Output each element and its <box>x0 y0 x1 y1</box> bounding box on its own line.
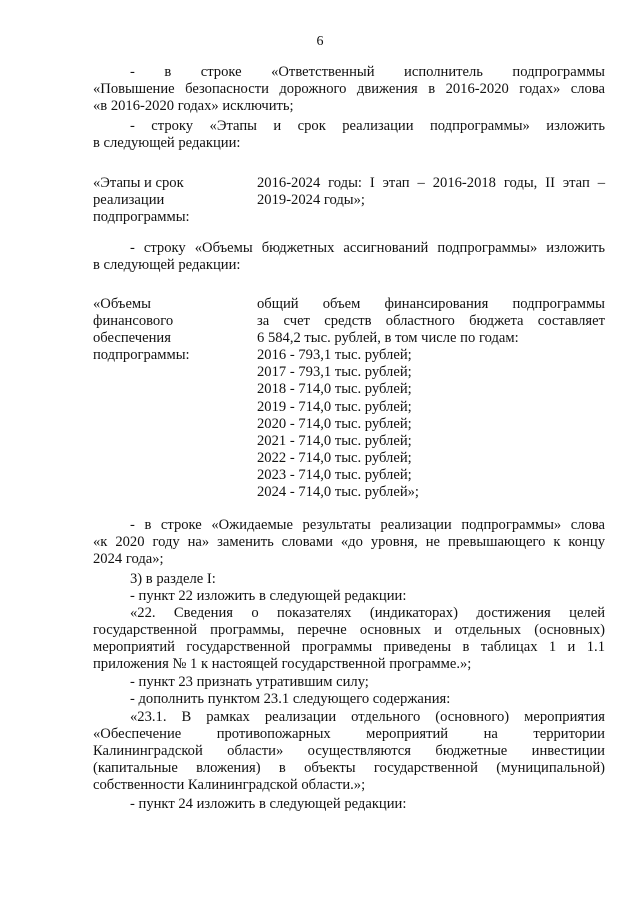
text-line: - пункт 22 изложить в следующей редакции: <box>130 588 407 605</box>
stages-value <box>257 175 605 209</box>
text-line: «23.1. В рамках реализации отдельного (основного) мероприятия <box>130 709 605 725</box>
text-line: 6 584,2 тыс. рублей, в том числе по годам: <box>257 330 519 347</box>
year-line: 2021 - 714,0 тыс. рублей; <box>257 432 412 449</box>
text-line: - пункт 23 признать утратившим силу; <box>130 674 369 690</box>
year-line: 2020 - 714,0 тыс. рублей; <box>257 415 412 432</box>
text-line: 2016-2024 годы: I этап – 2016-2018 годы, II этап – <box>257 175 605 191</box>
text-line: обеспечения <box>93 330 171 347</box>
text-line: мероприятий государственной программы приведены в таблицах 1 и 1.1 <box>93 639 605 656</box>
text-line: финансового <box>93 313 174 330</box>
paragraph-expected-results <box>93 517 605 568</box>
text-line: - дополнить пунктом 23.1 следующего содержания: <box>130 691 451 708</box>
text-line: «в 2016-2020 годах» исключить; <box>93 98 294 115</box>
text-line: - в строке «Ожидаемые результаты реализации подпрограммы» слова <box>130 517 605 533</box>
page-number: 6 <box>316 34 324 49</box>
text-line: государственной программы, перечне основных и отдельных (основных) <box>93 622 605 639</box>
text-line: - строку «Объемы бюджетных ассигнований подпрограммы» изложить <box>130 240 605 256</box>
year-line: 2022 - 714,0 тыс. рублей; <box>257 449 412 466</box>
text-line: - строку «Этапы и срок реализации подпрограммы» изложить <box>130 118 605 134</box>
text-line: в следующей редакции: <box>93 135 241 152</box>
text-line: - пункт 24 изложить в следующей редакции: <box>130 796 407 812</box>
text-line: (капитальные вложения) в объекты государственной (муниципальной) <box>93 760 605 777</box>
paragraph-item-23 <box>93 674 605 708</box>
text-line: «к 2020 году на» заменить словами «до уровня, не превышающего к концу <box>93 534 605 551</box>
text-line: 2024 года»; <box>93 551 164 568</box>
text-line: собственности Калининградской области.»; <box>93 777 366 794</box>
year-line: 2017 - 793,1 тыс. рублей; <box>257 364 412 381</box>
text-line: в следующей редакции: <box>93 257 241 274</box>
text-line: «Объемы <box>93 296 151 312</box>
text-line: подпрограммы: <box>93 209 190 226</box>
text-line: реализации <box>93 192 165 209</box>
year-line: 2023 - 714,0 тыс. рублей; <box>257 466 412 483</box>
text-line: - в строке «Ответственный исполнитель подпрограммы <box>130 64 605 80</box>
stages-label <box>93 175 190 226</box>
paragraph-section-1 <box>93 571 605 605</box>
text-line: общий объем финансирования подпрограммы <box>257 296 605 312</box>
text-line: «22. Сведения о показателях (индикаторах) достижения целей <box>130 605 605 621</box>
text-line: подпрограммы: <box>93 347 190 364</box>
year-line: 2024 - 714,0 тыс. рублей»; <box>257 484 419 501</box>
paragraph-item-22 <box>93 605 605 673</box>
text-line: 3) в разделе I: <box>130 571 216 587</box>
paragraph-budget-row <box>93 240 605 274</box>
text-line: 2019-2024 годы»; <box>257 192 365 209</box>
text-line: Калининградской области» осуществляются бюджетные инвестиции <box>93 743 605 760</box>
year-line: 2019 - 714,0 тыс. рублей; <box>257 398 412 415</box>
year-line: 2016 - 793,1 тыс. рублей; <box>257 347 412 364</box>
text-line: за счет средств областного бюджета составляет <box>257 313 605 330</box>
paragraph-item-23-1 <box>93 709 605 794</box>
paragraph-responsible-executor <box>93 64 605 115</box>
text-line: «Этапы и срок <box>93 175 184 191</box>
year-line: 2018 - 714,0 тыс. рублей; <box>257 381 412 398</box>
funding-value <box>257 296 605 501</box>
text-line: приложения № 1 к настоящей государственной программе.»; <box>93 656 472 673</box>
text-line: «Обеспечение противопожарных мероприятий на территории <box>93 726 605 743</box>
paragraph-stages-row <box>93 118 605 152</box>
text-line: «Повышение безопасности дорожного движения в 2016-2020 годах» слова <box>93 81 605 98</box>
funding-label <box>93 296 190 364</box>
paragraph-item-24 <box>93 796 605 813</box>
